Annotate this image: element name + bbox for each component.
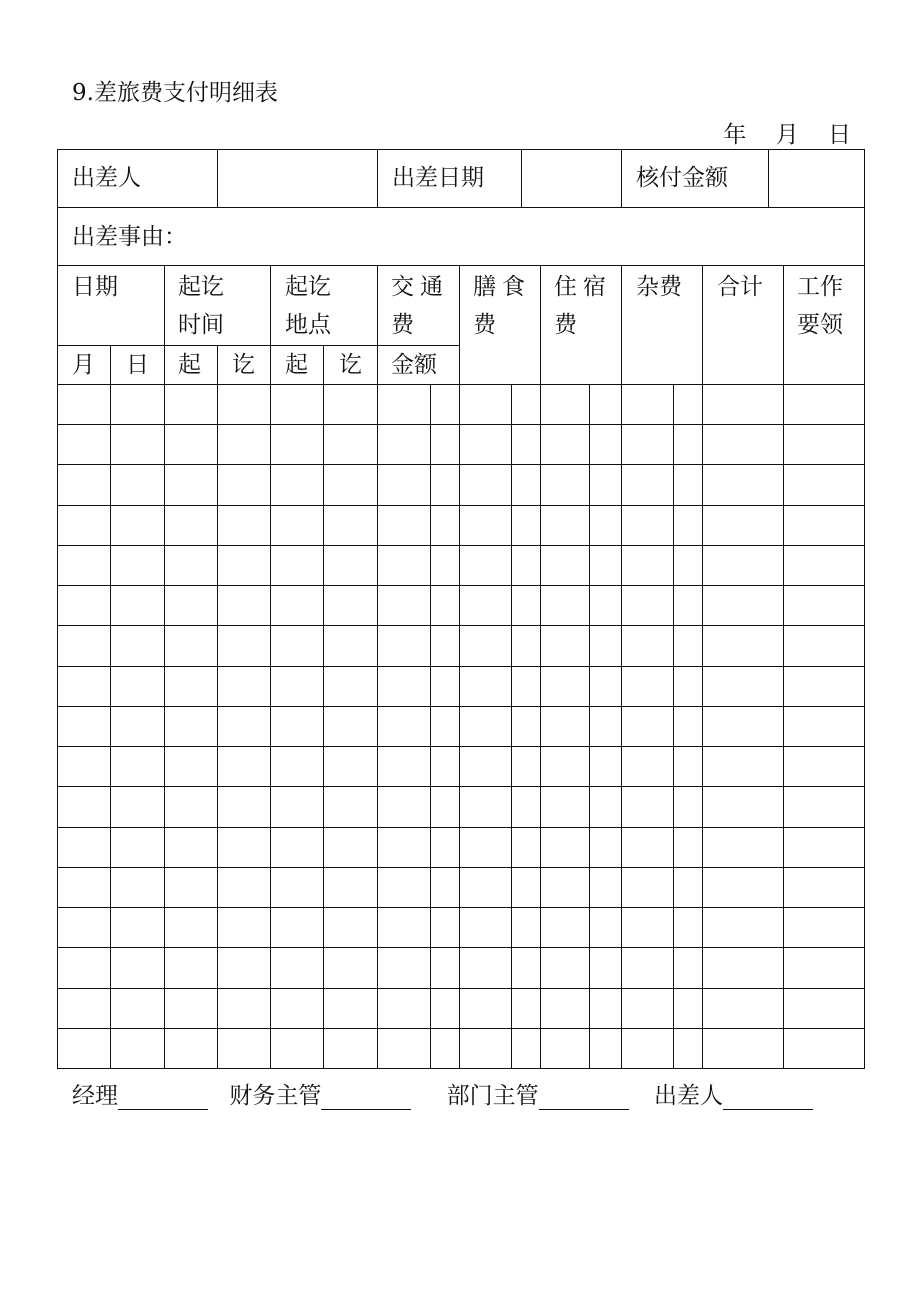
col-work-line2: 要领 — [797, 312, 843, 338]
traveler-field[interactable] — [232, 159, 362, 197]
col-divider — [621, 265, 622, 1069]
col-divider — [459, 265, 460, 1069]
approved-amount-label: 核付金额 — [636, 165, 728, 191]
col-meal-line2: 费 — [473, 312, 496, 338]
col-time-end: 讫 — [232, 352, 255, 378]
dept-head-label: 部门主管 — [446, 1083, 539, 1109]
traveler-sign-label: 出差人 — [653, 1083, 723, 1109]
col-misc: 杂费 — [636, 274, 682, 300]
year-label: 年 — [723, 122, 747, 148]
row-divider — [57, 384, 865, 385]
header-divider — [768, 149, 769, 207]
approved-amount-field[interactable] — [776, 159, 858, 197]
sub-col-divider — [511, 384, 512, 1069]
table-row-line — [57, 867, 865, 868]
table-row-line — [57, 424, 865, 425]
col-day: 日 — [126, 352, 149, 378]
table-row-line — [57, 706, 865, 707]
col-time-line1: 起讫 — [178, 274, 224, 300]
sub-col-divider — [217, 345, 218, 1069]
table-row-line — [57, 464, 865, 465]
col-divider — [783, 265, 784, 1069]
col-month: 月 — [72, 352, 95, 378]
col-date: 日期 — [72, 274, 118, 300]
col-time-start: 起 — [178, 352, 201, 378]
col-lodging-line2: 费 — [554, 312, 577, 338]
table-row-line — [57, 827, 865, 828]
traveler-signature-field[interactable] — [723, 1087, 813, 1110]
traveler-label: 出差人 — [72, 165, 141, 191]
table-row-line — [57, 746, 865, 747]
col-lodging-line1: 住宿 — [554, 274, 612, 300]
col-place-line1: 起讫 — [285, 274, 331, 300]
table-row-line — [57, 907, 865, 908]
reason-label: 出差事由： — [72, 224, 187, 250]
finance-head-label: 财务主管 — [229, 1083, 322, 1109]
col-transport-line2: 费 — [391, 312, 414, 338]
col-transport-line1: 交通 — [391, 274, 449, 300]
trip-date-label: 出差日期 — [392, 165, 484, 191]
sub-col-divider — [110, 345, 111, 1069]
row-divider — [57, 207, 865, 208]
manager-label: 经理 — [72, 1083, 118, 1109]
header-divider — [217, 149, 218, 207]
table-border-top — [57, 149, 865, 150]
manager-signature-field[interactable] — [118, 1087, 208, 1110]
header-divider — [621, 149, 622, 207]
row-divider — [57, 265, 865, 266]
finance-head-signature-field[interactable] — [321, 1087, 411, 1110]
col-place-end: 讫 — [339, 352, 362, 378]
col-divider — [540, 265, 541, 1069]
table-row-line — [57, 545, 865, 546]
table-row-line — [57, 666, 865, 667]
table-row-line — [57, 988, 865, 989]
header-divider — [521, 149, 522, 207]
month-label: 月 — [775, 122, 799, 148]
day-label: 日 — [828, 122, 851, 148]
col-divider — [270, 265, 271, 1069]
table-row-line — [57, 585, 865, 586]
sub-col-divider — [430, 384, 431, 1069]
form-title: 9.差旅费支付明细表 — [72, 80, 278, 106]
col-divider — [702, 265, 703, 1069]
col-time-line2: 时间 — [178, 312, 224, 338]
table-border-left — [57, 149, 58, 1069]
table-row-line — [57, 625, 865, 626]
col-meal-line1: 膳食 — [473, 274, 531, 300]
table-border-bottom — [57, 1068, 865, 1069]
sub-col-divider — [589, 384, 590, 1069]
col-divider — [164, 265, 165, 1069]
signature-footer — [72, 1077, 813, 1110]
table-row-line — [57, 786, 865, 787]
col-place-line2: 地点 — [285, 312, 331, 338]
header-divider — [377, 149, 378, 207]
trip-date-field[interactable] — [530, 159, 615, 197]
sub-col-divider — [673, 384, 674, 1069]
table-row-line — [57, 505, 865, 506]
dept-head-signature-field[interactable] — [539, 1087, 629, 1110]
col-work-line1: 工作 — [797, 274, 843, 300]
sub-col-divider — [323, 345, 324, 1069]
col-divider — [377, 265, 378, 1069]
col-place-start: 起 — [285, 352, 308, 378]
table-row-line — [57, 947, 865, 948]
col-amount: 金额 — [391, 352, 437, 378]
col-total: 合计 — [717, 274, 763, 300]
table-border-right — [864, 149, 865, 1069]
table-row-line — [57, 1028, 865, 1029]
